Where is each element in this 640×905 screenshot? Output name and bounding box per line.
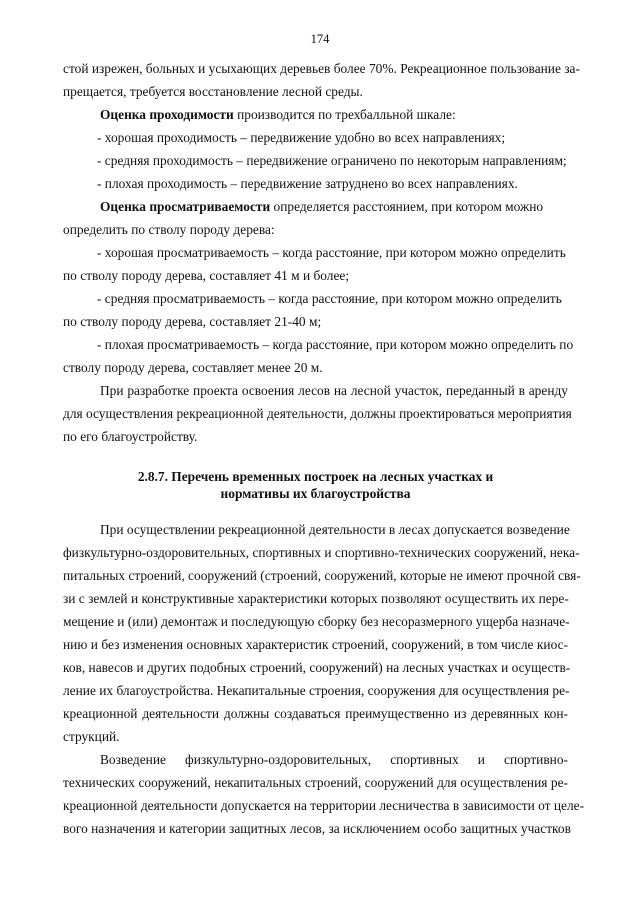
visibility-item: - плохая просматриваемость – когда расстояние, при котором можно определить по: [97, 337, 574, 352]
text-line: вого назначения и категории защитных лесов, за исключением особо защитных участков: [63, 821, 571, 836]
text-line: При осуществлении рекреационной деятельности в лесах допускается возведение: [100, 522, 570, 537]
visibility-intro: [100, 199, 568, 215]
text-line: зи с землей и конструктивные характеристики которых позволяют осуществить их пере-: [63, 591, 569, 606]
text-line: При разработке проекта освоения лесов на лесной участок, переданный в аренду: [100, 383, 568, 398]
section-title: 2.8.7. Перечень временных построек на лесных участках и: [137, 469, 494, 484]
passability-intro-text: производится по трехбалльной шкале:: [233, 107, 456, 122]
text-line: технических сооружений, некапитальных строений, сооружений для осуществления ре-: [63, 775, 568, 790]
text-line: стволу породу дерева, составляет менее 20 м.: [63, 360, 323, 375]
visibility-item: - средняя просматриваемость – когда расстояние, при котором можно определить: [97, 291, 562, 306]
passability-item: - средняя проходимость – передвижение ограничено по некоторым направлениям;: [97, 153, 567, 168]
text-line: по его благоустройству.: [63, 429, 198, 444]
text-line: креационной деятельности допускается на территории лесничества в зависимости от целе-: [63, 798, 585, 813]
text-line: прещается, требуется восстановление лесной среды.: [63, 84, 363, 99]
text-line: определить по стволу породу дерева:: [63, 222, 275, 237]
text-line: для осуществления рекреационной деятельности, должны проектироваться мероприятия: [63, 406, 572, 421]
text-line: по стволу породу дерева, составляет 41 м и более;: [63, 268, 350, 283]
visibility-item: - хорошая просматриваемость – когда расстояние, при котором можно определить: [97, 245, 566, 260]
visibility-intro-text: определяется расстоянием, при котором можно: [270, 199, 544, 214]
text-line: ление их благоустройства. Некапитальные строения, сооружения для осуществления ре-: [63, 683, 570, 698]
text-line: креационной деятельности должны создаваться преимущественно из деревянных кон-: [63, 706, 568, 721]
text-line: питальных строений, сооружений (строений, сооружений, которые не имеют прочной свя-: [63, 568, 581, 583]
text-line: ков, навесов и других подобных строений, сооружений) на лесных участках и осуществ-: [63, 660, 571, 675]
text-line: Возведение физкультурно-оздоровительных, спортивных и спортивно-: [100, 752, 568, 767]
text-line: стой изрежен, больных и усыхающих деревьев более 70%. Рекреационное пользование за-: [63, 61, 580, 76]
passability-item: - плохая проходимость – передвижение затруднено во всех направлениях.: [97, 176, 518, 191]
page-number: 174: [310, 32, 330, 46]
section-title: нормативы их благоустройства: [220, 486, 411, 501]
text-line: мещение и (или) демонтаж и последующую сборку без несоразмерного ущерба назначе-: [63, 614, 570, 629]
text-line: нию и без изменения основных характеристик строений, сооружений, в том числе киос-: [63, 637, 568, 652]
text-line: струкций.: [63, 729, 120, 744]
visibility-heading: Оценка просматриваемости: [100, 199, 271, 214]
text-line: физкультурно-оздоровительных, спортивных и спортивно-технических сооружений, нека-: [63, 545, 580, 560]
passability-heading: Оценка проходимости: [100, 107, 234, 122]
passability-intro: [100, 107, 568, 123]
text-line: по стволу породу дерева, составляет 21-40 м;: [63, 314, 322, 329]
passability-item: - хорошая проходимость – передвижение удобно во всех направлениях;: [97, 130, 506, 145]
